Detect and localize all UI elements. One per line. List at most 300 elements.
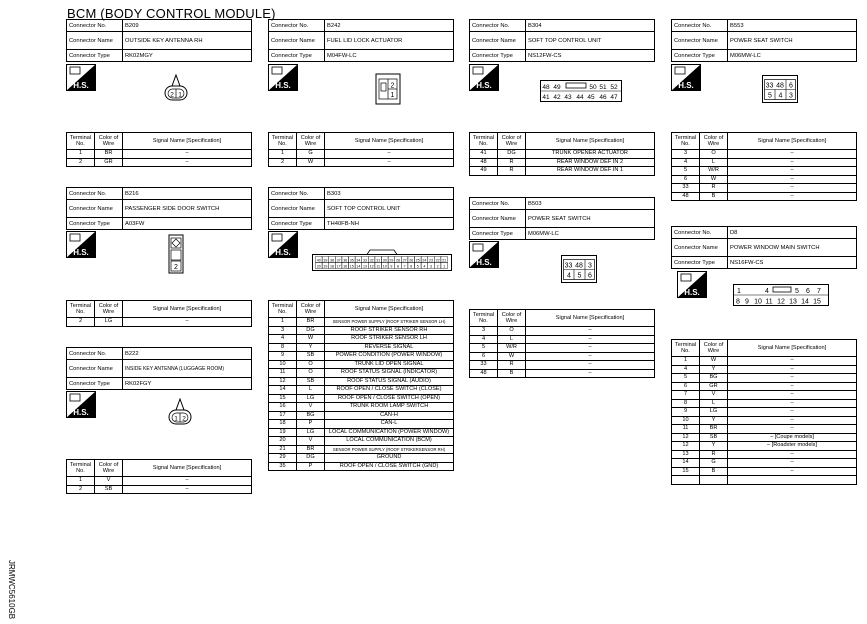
table-cell: Connector Name — [269, 32, 325, 50]
terminal-table-b304 — [469, 132, 655, 176]
table-cell: Connector No. — [672, 227, 728, 239]
table-cell: – — [728, 450, 857, 459]
connector-face-b304 — [540, 80, 622, 107]
svg-text:48: 48 — [776, 82, 784, 90]
table-cell: 11 — [672, 425, 700, 434]
connector-info-b303 — [268, 187, 454, 230]
table-row — [672, 476, 857, 485]
svg-text:5: 5 — [768, 92, 772, 100]
svg-text:48: 48 — [542, 84, 550, 91]
table-row — [470, 352, 655, 361]
table-cell: O — [498, 327, 526, 336]
table-cell: TRUNK LID OPEN SIGNAL — [325, 360, 454, 369]
pin-label: 32 — [369, 258, 374, 263]
svg-text:4: 4 — [567, 272, 571, 280]
table-cell: – — [728, 399, 857, 408]
table-cell: LG — [297, 394, 325, 403]
table-cell: 48 — [470, 369, 498, 378]
table-row — [67, 477, 252, 486]
table-cell: – — [526, 361, 655, 370]
table-row — [672, 158, 857, 167]
table-cell: 10 — [269, 360, 297, 369]
terminal-table-b209 — [66, 132, 252, 167]
table-cell: Connector No. — [470, 20, 526, 32]
svg-text:9: 9 — [745, 298, 749, 306]
table-cell: Signal Name [Specification] — [325, 301, 454, 318]
svg-text:2: 2 — [182, 415, 186, 423]
connector-info-b209 — [66, 19, 252, 62]
table-cell: BR — [297, 445, 325, 454]
table-row — [672, 433, 857, 442]
table-cell: – — [728, 416, 857, 425]
table-cell: – — [325, 150, 454, 159]
table-row — [470, 369, 655, 378]
table-cell: LG — [95, 318, 123, 327]
table-cell: DG — [297, 326, 325, 335]
terminal-table-b242 — [268, 132, 454, 167]
connector-face-d8 — [733, 284, 829, 311]
table-cell: Color of Wire — [700, 133, 728, 150]
table-cell: 2 — [67, 158, 95, 167]
svg-text:47: 47 — [610, 94, 618, 101]
connector-face-b503 — [561, 255, 597, 288]
table-cell: V — [700, 391, 728, 400]
table-cell: Terminal No. — [470, 133, 498, 150]
table-row — [269, 326, 454, 335]
svg-text:45: 45 — [587, 94, 595, 101]
table-cell — [700, 476, 728, 485]
table-cell: 33 — [672, 184, 700, 193]
pin-label: 17 — [336, 264, 341, 269]
table-cell: Terminal No. — [269, 301, 297, 318]
harness-side-icon — [268, 64, 298, 91]
table-cell: Color of Wire — [498, 133, 526, 150]
table-row — [470, 158, 655, 167]
table-row — [672, 467, 857, 476]
table-cell: B — [498, 369, 526, 378]
table-cell: – — [728, 167, 857, 176]
terminal-table-b503 — [469, 309, 655, 378]
table-cell: 1 — [67, 477, 95, 486]
table-cell: Color of Wire — [498, 310, 526, 327]
table-cell: – — [728, 150, 857, 159]
table-row — [470, 150, 655, 159]
table-cell: M04FW-LC — [325, 50, 454, 62]
table-cell: O — [700, 150, 728, 159]
table-cell: ROOF OPEN / CLOSE SWITCH (OPEN) — [325, 394, 454, 403]
table-cell: 19 — [269, 428, 297, 437]
svg-text:H.S.: H.S. — [476, 81, 492, 90]
table-row — [470, 361, 655, 370]
table-cell: – [Roadster models] — [728, 442, 857, 451]
table-row — [672, 150, 857, 159]
pin-label: 29 — [389, 258, 394, 263]
table-cell: Connector Type — [67, 218, 123, 230]
table-cell: POWER SEAT SWITCH — [526, 210, 655, 228]
table-cell: NS12FW-CS — [526, 50, 655, 62]
table-cell: 12 — [269, 377, 297, 386]
table-cell: 17 — [269, 411, 297, 420]
svg-text:H.S.: H.S. — [275, 81, 291, 90]
table-cell: CAN-H — [325, 411, 454, 420]
svg-text:41: 41 — [542, 94, 550, 101]
table-cell: ROOF OPEN / CLOSE SWITCH (GND) — [325, 462, 454, 471]
table-row — [67, 150, 252, 159]
svg-text:3: 3 — [588, 262, 592, 270]
table-cell: 33 — [470, 361, 498, 370]
table-cell: M06MW-LC — [526, 228, 655, 240]
table-cell: NS16FW-CS — [728, 257, 857, 269]
table-cell: 2 — [269, 158, 297, 167]
pin-label: 7 — [403, 264, 406, 269]
table-cell: – [Coupe models] — [728, 433, 857, 442]
svg-text:12: 12 — [777, 298, 785, 306]
table-cell: 1 — [67, 150, 95, 159]
table-cell: R — [498, 158, 526, 167]
table-row — [269, 369, 454, 378]
table-cell: G — [700, 459, 728, 468]
table-cell: – — [728, 192, 857, 201]
table-row — [269, 150, 454, 159]
table-cell: BR — [95, 150, 123, 159]
pin-label: 24 — [422, 258, 427, 263]
table-cell: SB — [95, 485, 123, 494]
table-cell: 12 — [672, 433, 700, 442]
table-cell: – — [728, 365, 857, 374]
table-row — [470, 344, 655, 353]
table-cell: LG — [297, 428, 325, 437]
table-row — [672, 416, 857, 425]
table-cell: V — [95, 477, 123, 486]
table-cell: 4 — [470, 335, 498, 344]
table-cell: 13 — [672, 450, 700, 459]
svg-text:44: 44 — [576, 94, 584, 101]
table-cell: R — [498, 167, 526, 176]
table-cell: B503 — [526, 198, 655, 210]
table-cell: TRUNK OPENER ACTUATOR — [526, 150, 655, 159]
table-cell: BG — [297, 411, 325, 420]
table-cell: 3 — [470, 327, 498, 336]
table-cell: ROOF STRIKER SENSOR LH — [325, 335, 454, 344]
svg-text:10: 10 — [754, 298, 762, 306]
pin-label: 30 — [382, 258, 387, 263]
svg-text:48: 48 — [575, 262, 583, 270]
table-cell: Connector Name — [672, 32, 728, 50]
table-cell: TH40FB-NH — [325, 218, 454, 230]
connector-info-d8 — [671, 226, 857, 269]
table-cell: RK02FGY — [123, 378, 252, 390]
table-cell: W — [297, 158, 325, 167]
pin-label: 6 — [410, 264, 413, 269]
table-cell: 20 — [269, 437, 297, 446]
pin-label: 25 — [415, 258, 420, 263]
connector-info-b216 — [66, 187, 252, 230]
table-cell: 4 — [269, 335, 297, 344]
table-cell: Signal Name [Specification] — [526, 133, 655, 150]
terminal-table-d8 — [671, 339, 857, 485]
table-cell: – — [526, 335, 655, 344]
table-row — [67, 318, 252, 327]
table-row — [67, 485, 252, 494]
table-cell: SOFT TOP CONTROL UNIT — [325, 200, 454, 218]
table-row — [672, 399, 857, 408]
table-cell: – — [728, 467, 857, 476]
svg-text:H.S.: H.S. — [73, 408, 89, 417]
table-cell: Connector Type — [269, 50, 325, 62]
table-cell: Connector Type — [672, 257, 728, 269]
table-cell: Connector No. — [672, 20, 728, 32]
table-row — [470, 327, 655, 336]
table-cell: BR — [297, 318, 325, 327]
table-cell: A03FW — [123, 218, 252, 230]
table-row — [470, 335, 655, 344]
table-row — [269, 377, 454, 386]
page-title: BCM (BODY CONTROL MODULE) — [67, 6, 276, 21]
table-cell: L — [498, 335, 526, 344]
svg-text:6: 6 — [806, 288, 810, 295]
table-cell: Terminal No. — [67, 460, 95, 477]
pin-label: 18 — [330, 264, 334, 269]
table-cell: Color of Wire — [297, 301, 325, 318]
table-row — [470, 167, 655, 176]
table-cell: B304 — [526, 20, 655, 32]
connector-no: B209 — [123, 20, 252, 32]
table-cell: – — [123, 485, 252, 494]
table-row — [269, 437, 454, 446]
label-connector-type: Connector Type — [67, 50, 123, 62]
table-cell: B216 — [123, 188, 252, 200]
table-cell: Connector Name — [67, 360, 123, 378]
table-row — [269, 462, 454, 471]
table-cell: 16 — [269, 403, 297, 412]
diagram-code: JRMWC5610GB — [7, 560, 16, 620]
table-cell: BG — [700, 374, 728, 383]
table-row — [269, 394, 454, 403]
table-cell: Terminal No. — [672, 133, 700, 150]
table-row — [672, 408, 857, 417]
connector-face-b242 — [375, 73, 401, 110]
pin-label: 23 — [429, 258, 433, 263]
svg-text:49: 49 — [553, 84, 561, 91]
harness-side-icon — [677, 271, 707, 298]
terminal-table-b303 — [268, 300, 454, 471]
table-row — [67, 158, 252, 167]
connector-info-b503 — [469, 197, 655, 240]
table-cell: 21 — [269, 445, 297, 454]
terminal-table-b222 — [66, 459, 252, 494]
table-cell: Connector Type — [470, 50, 526, 62]
connector-type: RK02MGY — [123, 50, 252, 62]
table-cell: B553 — [728, 20, 857, 32]
table-cell: – — [728, 158, 857, 167]
table-cell: B222 — [123, 348, 252, 360]
svg-text:1: 1 — [174, 415, 178, 423]
connector-info-b553 — [671, 19, 857, 62]
harness-side-icon — [268, 231, 298, 258]
table-cell: Signal Name [Specification] — [728, 133, 857, 150]
pin-label: 4 — [423, 264, 426, 269]
table-cell: 48 — [672, 192, 700, 201]
svg-text:50: 50 — [589, 84, 597, 91]
svg-text:H.S.: H.S. — [684, 288, 700, 297]
terminal-table-b216 — [66, 300, 252, 327]
table-cell: M06MW-LC — [728, 50, 857, 62]
table-cell: 14 — [269, 386, 297, 395]
table-cell: – — [325, 158, 454, 167]
table-row — [269, 335, 454, 344]
table-row — [672, 382, 857, 391]
table-row — [672, 459, 857, 468]
svg-text:51: 51 — [599, 84, 607, 91]
table-cell: R — [700, 450, 728, 459]
pin-label: 11 — [376, 264, 381, 269]
table-row — [269, 445, 454, 454]
pin-label: 10 — [382, 264, 387, 269]
harness-side-icon — [469, 241, 499, 268]
table-cell: 9 — [269, 352, 297, 361]
label-connector-name: Connector Name — [67, 32, 123, 50]
table-cell: – — [728, 408, 857, 417]
table-cell: Connector No. — [269, 20, 325, 32]
table-cell: Connector No. — [269, 188, 325, 200]
pin-label: 2 — [436, 264, 439, 269]
svg-text:46: 46 — [599, 94, 607, 101]
table-cell: Terminal No. — [470, 310, 498, 327]
pin-label: 37 — [336, 258, 341, 263]
table-cell: Connector No. — [470, 198, 526, 210]
table-cell: CAN-L — [325, 420, 454, 429]
pin-label: 19 — [323, 264, 328, 269]
table-row — [269, 318, 454, 327]
connector-info-b242 — [268, 19, 454, 62]
table-row — [672, 167, 857, 176]
table-cell: 41 — [470, 150, 498, 159]
svg-text:33: 33 — [765, 82, 774, 90]
table-cell: SB — [297, 352, 325, 361]
table-cell: 1 — [672, 357, 700, 366]
table-cell: Color of Wire — [297, 133, 325, 150]
svg-text:8: 8 — [736, 298, 740, 306]
connector-info-b304 — [469, 19, 655, 62]
table-cell: W — [700, 357, 728, 366]
table-row — [269, 454, 454, 463]
svg-text:15: 15 — [813, 298, 821, 306]
table-cell: V — [297, 403, 325, 412]
table-cell: Connector No. — [67, 188, 123, 200]
table-row — [672, 391, 857, 400]
table-cell: – — [123, 318, 252, 327]
table-cell: 49 — [470, 167, 498, 176]
table-cell: Signal Name [Specification] — [123, 301, 252, 318]
svg-text:2: 2 — [390, 82, 395, 90]
table-cell: – — [526, 327, 655, 336]
table-cell: Signal Name [Specification] — [728, 340, 857, 357]
pin-label: 1 — [443, 264, 446, 269]
table-cell: Connector Name — [672, 239, 728, 257]
table-cell: POWER CONDITION (POWER WINDOW) — [325, 352, 454, 361]
table-row — [269, 343, 454, 352]
table-cell: Signal Name [Specification] — [325, 133, 454, 150]
table-cell: DG — [297, 454, 325, 463]
table-cell: Terminal No. — [67, 133, 95, 150]
table-cell: P — [297, 462, 325, 471]
table-cell: B242 — [325, 20, 454, 32]
table-cell: Terminal No. — [67, 301, 95, 318]
table-cell: Y — [700, 365, 728, 374]
pin-label: 40 — [316, 258, 321, 263]
table-cell: Y — [700, 416, 728, 425]
harness-side-icon — [66, 64, 96, 91]
pin-label: 22 — [435, 258, 440, 263]
table-cell: Terminal No. — [269, 133, 297, 150]
label-connector-no: Connector No. — [67, 20, 123, 32]
table-cell: – — [728, 184, 857, 193]
table-cell: 7 — [672, 391, 700, 400]
svg-text:52: 52 — [610, 84, 618, 91]
table-cell: 3 — [672, 150, 700, 159]
table-cell: Signal Name [Specification] — [123, 460, 252, 477]
table-row — [672, 175, 857, 184]
pin-label: 21 — [442, 258, 447, 263]
table-cell: – — [526, 344, 655, 353]
svg-text:5: 5 — [577, 272, 582, 280]
table-cell: G — [297, 150, 325, 159]
table-cell: Terminal No. — [672, 340, 700, 357]
table-row — [672, 450, 857, 459]
pin-label: 28 — [396, 258, 400, 263]
table-cell: – — [728, 391, 857, 400]
table-cell: W — [498, 352, 526, 361]
table-row — [269, 403, 454, 412]
table-cell: – — [728, 459, 857, 468]
table-cell: REVERSE SIGNAL — [325, 343, 454, 352]
table-cell: Signal Name [Specification] — [526, 310, 655, 327]
pin-label: 33 — [363, 258, 367, 263]
table-row — [269, 420, 454, 429]
svg-text:6: 6 — [588, 272, 592, 280]
svg-text:3: 3 — [789, 92, 793, 100]
svg-text:6: 6 — [789, 82, 793, 90]
svg-text:43: 43 — [564, 94, 572, 101]
svg-text:2: 2 — [170, 91, 174, 99]
table-cell: LOCAL COMMUNICATION (BCM) — [325, 437, 454, 446]
table-row — [672, 192, 857, 201]
pin-label: 27 — [402, 258, 407, 263]
svg-text:14: 14 — [801, 298, 809, 306]
harness-side-icon — [469, 64, 499, 91]
table-cell — [672, 476, 700, 485]
table-cell: W — [297, 335, 325, 344]
svg-text:H.S.: H.S. — [73, 81, 89, 90]
table-cell: SENSOR POWER SUPPLY (ROOF STRIKERSENSOR RH) — [325, 445, 454, 454]
pin-label: 3 — [430, 264, 432, 269]
table-cell — [728, 476, 857, 485]
svg-text:H.S.: H.S. — [275, 248, 291, 257]
pin-label: 12 — [369, 264, 374, 269]
table-cell: 6 — [672, 175, 700, 184]
table-cell: W/R — [700, 167, 728, 176]
svg-text:1: 1 — [178, 91, 182, 99]
table-cell: W — [700, 175, 728, 184]
terminal-table-b553 — [671, 132, 857, 201]
pin-label: 34 — [356, 258, 361, 263]
table-cell: – — [728, 382, 857, 391]
table-cell: B — [700, 192, 728, 201]
table-cell: SOFT TOP CONTROL UNIT — [526, 32, 655, 50]
svg-text:13: 13 — [789, 298, 797, 306]
table-cell: 18 — [269, 420, 297, 429]
svg-text:4: 4 — [778, 92, 783, 100]
